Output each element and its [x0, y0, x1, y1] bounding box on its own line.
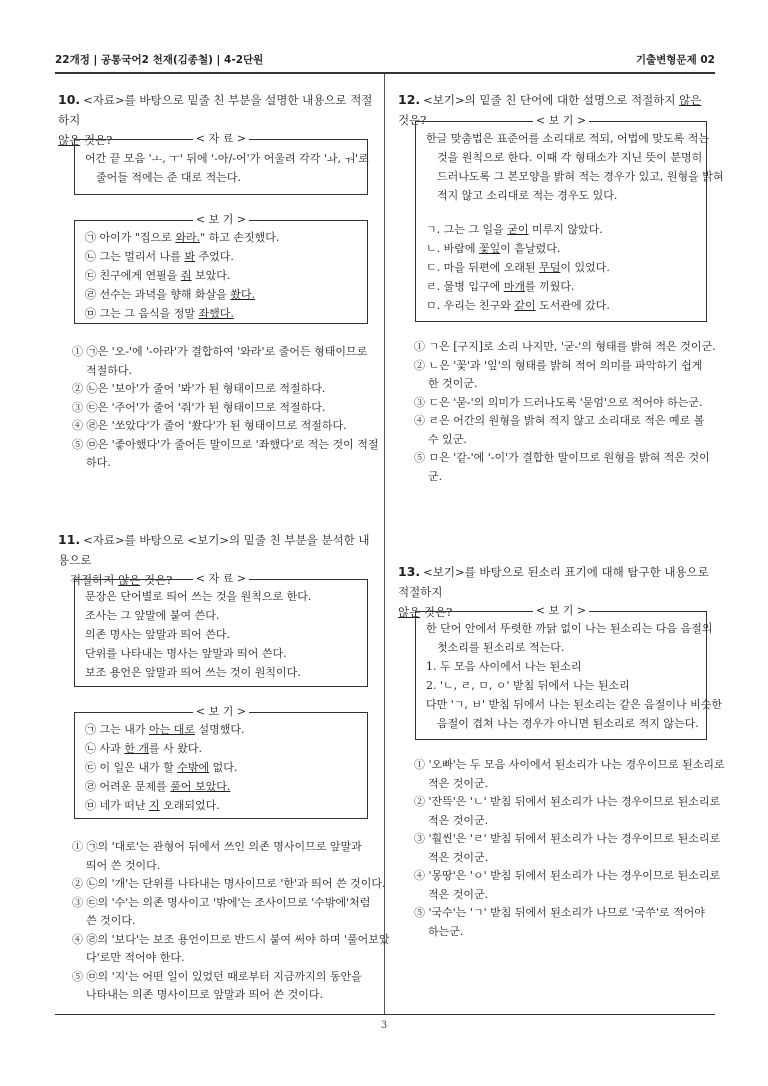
rule-line: 것을 원칙으로 한다. 이때 각 형태소가 지닌 뜻이 분명히 [437, 151, 703, 164]
bogi-item: ㉠ 아이가 "집으로 와라." 하고 손짓했다. [85, 231, 280, 244]
question-12-prompt: 12. <보기>의 밑줄 친 단어에 대한 설명으로 적절하지 않은 것은? [398, 92, 702, 127]
question-11-options [72, 838, 390, 1005]
question-10-options [72, 343, 379, 473]
answer-option-4-cont: 적은 것이군. [428, 887, 489, 901]
question-12-options [414, 338, 714, 486]
header-course-info: 22개정 | 공통국어2 천재(김종철) | 4-2단원 [55, 54, 264, 66]
bogi-item: ㉠ 그는 내가 아는 대로 설명했다. [85, 723, 245, 736]
rule-line: 첫소리를 된소리로 적는다. [437, 641, 565, 654]
footer-rule [55, 1014, 715, 1015]
bogi-item: ㉣ 선수는 과녁을 향해 화살을 쐈다. [85, 288, 256, 301]
example-item: ㅁ. 우리는 친구와 같이 도서관에 갔다. [426, 299, 610, 312]
answer-option-1-cont: 띄어 쓴 것이다. [86, 858, 161, 872]
answer-option-1[interactable]: ① ㉠의 '대로'는 관형어 뒤에서 쓰인 의존 명사이므로 앞말과 [72, 840, 362, 853]
answer-option-3[interactable]: ③ ㉢은 '주어'가 줄어 '줘'가 된 형태이므로 적절하다. [72, 400, 326, 414]
page-number: 3 [380, 1020, 388, 1031]
example-item: ㄴ. 바람에 꽃잎이 흩날렸다. [426, 242, 561, 255]
answer-option-5-cont: 하는군. [428, 924, 464, 938]
rule-line: 1. 두 모음 사이에서 나는 된소리 [426, 660, 582, 673]
answer-option-4-cont: 다'로만 적어야 한다. [86, 951, 185, 964]
answer-option-1-cont: 적은 것이군. [428, 776, 489, 790]
bogi-box-label: < 보 기 > [533, 114, 589, 127]
answer-option-5[interactable]: ⑤ ㅁ은 '같-'에 '-이'가 결합한 말이므로 원형을 밝혀 적은 것이 [414, 451, 710, 464]
bogi-item: ㉡ 그는 멀리서 나를 봐 주었다. [85, 250, 234, 263]
rule-line: 적지 않고 소리대로 적는 경우도 있다. [437, 189, 618, 202]
answer-option-5-cont: 군. [428, 469, 443, 483]
example-item: ㄹ. 물병 입구에 마개를 끼웠다. [426, 280, 575, 293]
header-worksheet-title: 기출변형문제 02 [635, 54, 715, 66]
answer-option-2-cont: 한 것이군. [428, 377, 478, 390]
data-line: 어간 끝 모음 'ㅗ, ㅜ' 뒤에 '-아/-어'가 어울려 각각 'ㅘ, ㅝ'로 [85, 152, 369, 165]
bogi-item: ㉢ 친구에게 연필을 줘 보았다. [85, 269, 231, 282]
answer-option-5[interactable]: ⑤ ㉤은 '좋아했다'가 줄어든 말이므로 '좌했다'로 적는 것이 적절 [72, 437, 379, 451]
bogi-item: ㉢ 이 일은 내가 할 수밖에 없다. [85, 761, 238, 774]
example-item: ㄷ. 마을 뒤편에 오래된 무덤이 있었다. [426, 261, 610, 274]
answer-option-3-cont: 쓴 것이다. [86, 914, 136, 927]
answer-option-3[interactable]: ③ ㉢의 '수'는 의존 명사이고 '밖에'는 조사이므로 '수밖에'처럼 [72, 895, 371, 909]
question-13-prompt: 13. <보기>를 바탕으로 된소리 표기에 대해 탐구한 내용으로 적절하지 않은 것은? [398, 564, 709, 619]
bogi-box-label: < 보 기 > [533, 604, 589, 617]
data-line: 단위를 나타내는 명사는 앞말과 띄어 쓴다. [85, 647, 287, 660]
bogi-item: ㉡ 사과 한 개를 사 왔다. [85, 742, 202, 755]
question-11-bogi-box [74, 705, 368, 819]
header-rule [55, 72, 715, 74]
question-12-bogi-box [415, 114, 724, 322]
question-13-options [414, 756, 725, 941]
rule-line: 한 단어 안에서 뚜렷한 까닭 없이 나는 된소리는 다음 음절의 [426, 622, 713, 635]
answer-option-2-cont: 적은 것이군. [428, 813, 489, 827]
page-header [55, 50, 715, 72]
question-13-bogi-box [415, 604, 723, 740]
answer-option-2[interactable]: ② '잔뜩'은 'ㄴ' 받침 뒤에서 된소리가 나는 경우이므로 된소리로 [414, 795, 721, 808]
bogi-item: ㉤ 그는 그 음식을 정말 좌했다. [85, 307, 234, 320]
answer-option-5[interactable]: ⑤ ㉤의 '지'는 어떤 일이 있었던 때로부터 지금까지의 동안을 [72, 969, 362, 983]
answer-option-3-cont: 적은 것이군. [428, 850, 489, 864]
answer-option-4[interactable]: ④ ㉣은 '쏘았다'가 줄어 '쐈다'가 된 형태이므로 적절하다. [72, 419, 347, 432]
answer-option-2[interactable]: ② ㉡은 '보아'가 줄어 '봐'가 된 형태이므로 적절하다. [72, 382, 326, 395]
question-11-prompt: 11. <자료>를 바탕으로 <보기>의 밑줄 친 부분을 분석한 내용으로 적절하지 않은 것은? [58, 532, 370, 587]
answer-option-4[interactable]: ④ ㉣의 '보다'는 보조 용언이므로 반드시 붙여 써야 하며 '풀어보았 [72, 932, 390, 946]
rule-line: 2. 'ㄴ, ㄹ, ㅁ, ㅇ' 받침 뒤에서 나는 된소리 [426, 679, 630, 692]
example-item: ㄱ. 그는 그 일을 굳이 미루지 않았다. [426, 223, 603, 236]
bogi-item: ㉣ 어려운 문제를 풀어 보았다. [85, 780, 231, 793]
rule-line: 드러나도록 그 본모양을 밝혀 적는 경우가 있고, 원형을 밝혀 [437, 170, 724, 183]
answer-option-4[interactable]: ④ ㄹ은 어간의 원형을 밝혀 적지 않고 소리대로 적은 예로 볼 [414, 414, 705, 427]
question-11-number: 11. [58, 532, 81, 547]
question-12-number: 12. [398, 92, 421, 107]
answer-option-3[interactable]: ③ ㄷ은 '묻-'의 의미가 드러나도록 '묻엄'으로 적어야 하는군. [414, 395, 703, 409]
data-box-label: < 자 료 > [193, 572, 249, 585]
answer-option-4-cont: 수 있군. [428, 432, 467, 446]
rule-line: 한글 맞춤법은 표준어를 소리대로 적되, 어법에 맞도록 적는 [426, 132, 709, 145]
question-10-prompt: 10. <자료>를 바탕으로 밑줄 친 부분을 설명한 내용으로 적절하지 않은 것은? [58, 92, 373, 147]
answer-option-1-cont: 적절하다. [86, 363, 133, 377]
rule-line: 다만 'ㄱ, ㅂ' 받침 뒤에서 나는 된소리는 같은 음절이나 비슷한 [426, 698, 723, 711]
answer-option-5-cont: 나타내는 의존 명사이므로 앞말과 띄어 쓴 것이다. [86, 988, 323, 1001]
answer-option-1[interactable]: ① ㉠은 '오-'에 '-아라'가 결합하여 '와라'로 줄어든 형태이므로 [72, 345, 368, 358]
data-box-label: < 자 료 > [193, 132, 249, 145]
answer-option-4[interactable]: ④ '몽땅'은 'ㅇ' 받침 뒤에서 된소리가 나는 경우이므로 된소리로 [414, 869, 721, 882]
bogi-box-label: < 보 기 > [193, 705, 249, 718]
data-line: 의존 명사는 앞말과 띄어 쓴다. [85, 628, 230, 641]
question-11-data-box [74, 572, 368, 687]
answer-option-5[interactable]: ⑤ '국수'는 'ㄱ' 받침 뒤에서 된소리가 나므로 '국쑤'로 적어야 [414, 906, 705, 919]
answer-option-2[interactable]: ② ㄴ은 '꽃'과 '잎'의 형태를 밝혀 적어 의미를 파악하기 쉽게 [414, 358, 703, 372]
answer-option-1[interactable]: ① ㄱ은 [구지]로 소리 나지만, '굳-'의 형태를 밝혀 적은 것이군. [414, 340, 716, 353]
question-10-bogi-box [74, 213, 368, 324]
question-13-number: 13. [398, 564, 421, 579]
data-line: 보조 용언은 앞말과 띄어 쓰는 것이 원칙이다. [85, 666, 301, 679]
answer-option-1[interactable]: ① '오빠'는 두 모음 사이에서 된소리가 나는 경우이므로 된소리로 [414, 758, 725, 771]
rule-line: 음절이 겹쳐 나는 경우가 아니면 된소리로 적지 않는다. [437, 717, 699, 730]
answer-option-2[interactable]: ② ㉡의 '개'는 단위를 나타내는 명사이므로 '한'과 띄어 쓴 것이다. [72, 877, 386, 890]
data-line: 문장은 단어별로 띄어 쓰는 것을 원칙으로 한다. [85, 590, 312, 603]
bogi-box-label: < 보 기 > [193, 213, 249, 226]
column-divider [384, 74, 385, 1014]
question-10-number: 10. [58, 92, 81, 107]
data-line: 줄어들 적에는 준 대로 적는다. [96, 171, 241, 184]
answer-option-5-cont: 하다. [86, 456, 111, 469]
data-line: 조사는 그 앞말에 붙여 쓴다. [85, 609, 220, 622]
bogi-item: ㉤ 네가 떠난 지 오래되었다. [85, 799, 220, 812]
question-10-data-box [74, 132, 369, 195]
answer-option-3[interactable]: ③ '훨씬'은 'ㄹ' 받침 뒤에서 된소리가 나는 경우이므로 된소리로 [414, 832, 721, 845]
